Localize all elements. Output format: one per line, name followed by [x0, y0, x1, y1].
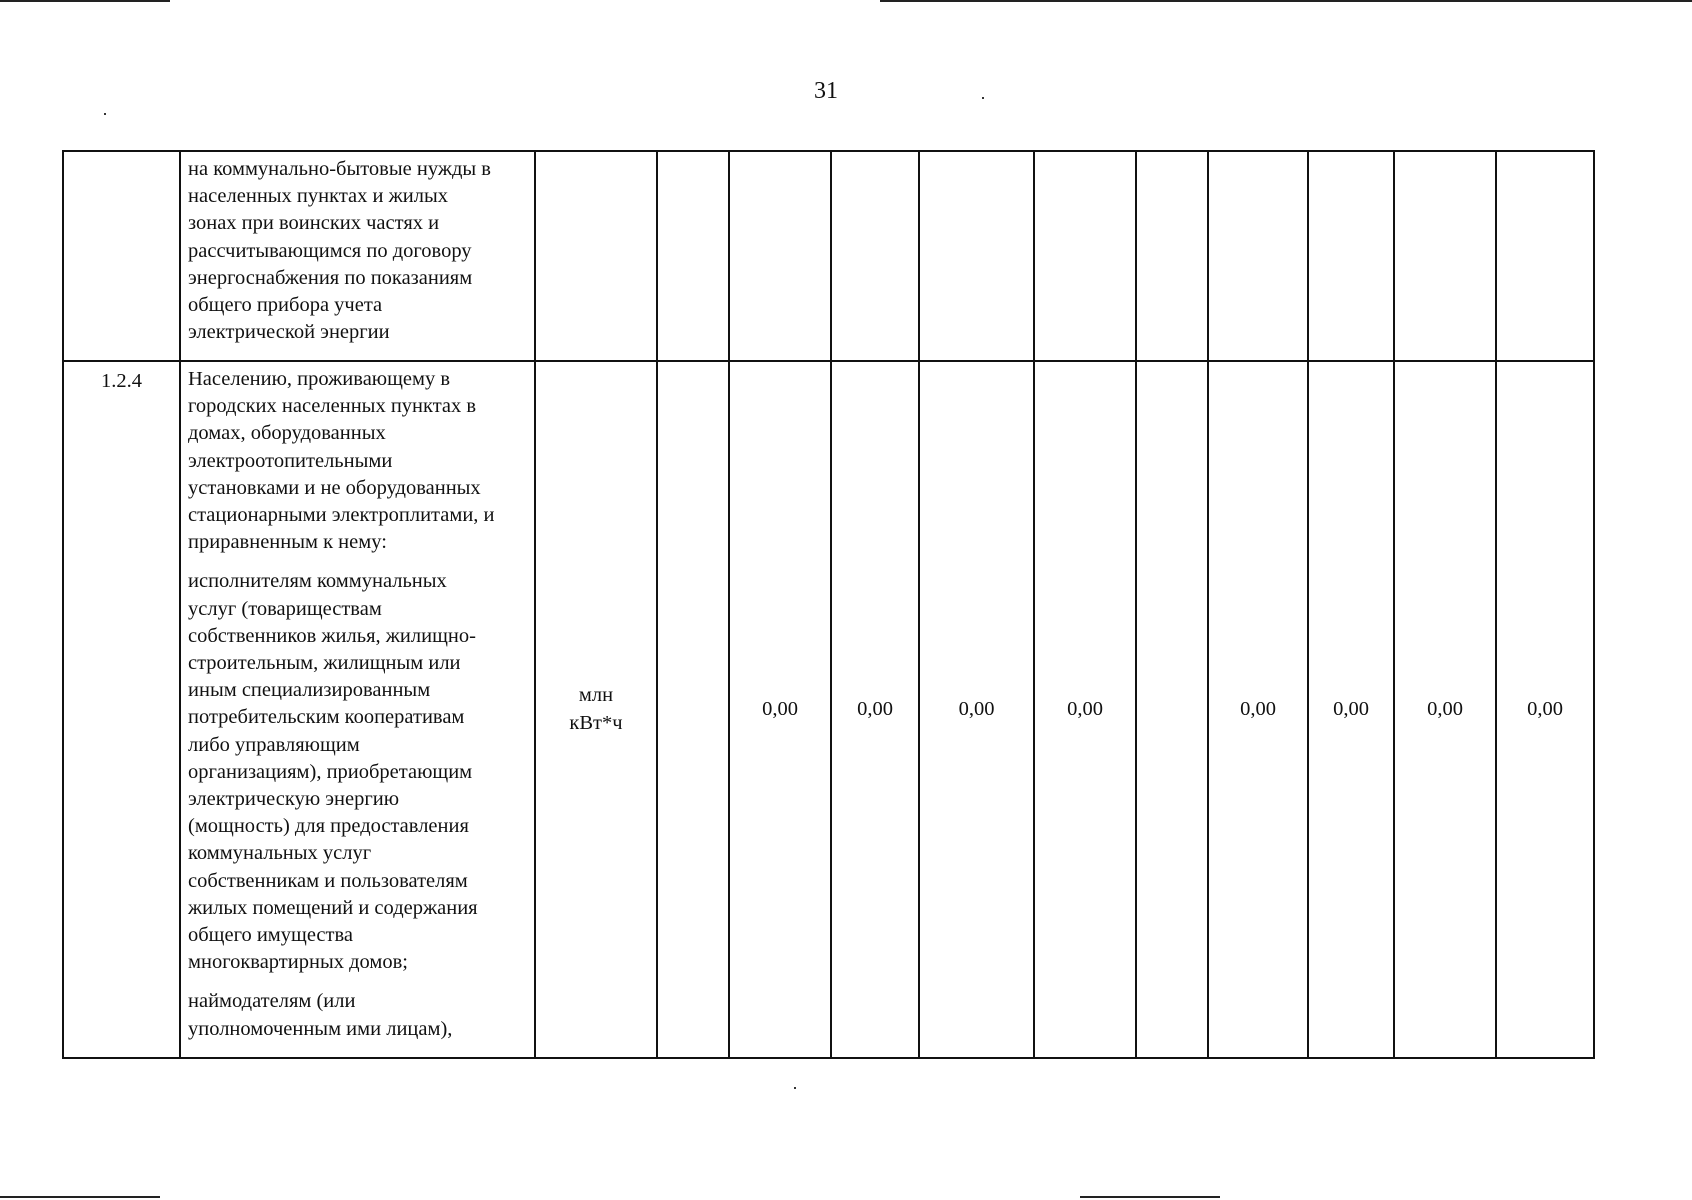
description-line: общего имущества	[188, 924, 353, 947]
value-cell	[657, 361, 729, 1058]
description-line: строительным, жилищным или	[188, 652, 461, 675]
value-cell: 0,00	[1394, 361, 1496, 1058]
description-line: домах, оборудованных	[188, 422, 386, 445]
scan-speck	[104, 113, 106, 115]
description-line: электрической энергии	[188, 321, 390, 344]
value-cell	[1394, 151, 1496, 361]
value-cell	[1136, 151, 1208, 361]
unit-line: млн	[578, 684, 614, 707]
description-paragraph	[188, 988, 528, 1042]
description-paragraph	[188, 366, 528, 556]
scan-artifact-top-right	[880, 0, 1692, 2]
description-line: энергоснабжения по показаниям	[188, 266, 473, 289]
description-paragraph	[188, 156, 528, 346]
scan-artifact-bottom-right	[1080, 1196, 1220, 1198]
value-cell: 0,00	[1308, 361, 1394, 1058]
table-row	[63, 151, 1594, 361]
description-line: уполномоченным ими лицам),	[188, 1017, 453, 1040]
description-line: электрическую энергию	[188, 788, 400, 811]
description-paragraph	[188, 568, 528, 976]
value-cell: 0,00	[1208, 361, 1308, 1058]
value-cell	[729, 151, 831, 361]
value-cell: 0,00	[1496, 361, 1594, 1058]
description-line: либо управляющим	[188, 733, 360, 756]
unit-line: кВт*ч	[569, 711, 623, 734]
row-number-cell: 1.2.4	[63, 361, 180, 1058]
description-line: жилых помещений и содержания	[188, 896, 478, 919]
description-line: коммунальных услуг	[188, 842, 372, 865]
description-line: городских населенных пунктах в	[188, 395, 477, 418]
description-line: населенных пунктах и жилых	[188, 185, 448, 208]
value-cell	[1136, 361, 1208, 1058]
table-row	[63, 361, 1594, 1058]
description-line: (мощность) для предоставления	[188, 815, 469, 838]
description-cell	[180, 151, 535, 361]
row-number-cell	[63, 151, 180, 361]
description-line: зонах при воинских частях и	[188, 212, 440, 235]
value-cell	[1308, 151, 1394, 361]
value-cell: 0,00	[831, 361, 919, 1058]
description-line: установками и не оборудованных	[188, 476, 481, 499]
description-line: услуг (товариществам	[188, 597, 382, 620]
value-cell	[657, 151, 729, 361]
value-cell	[919, 151, 1034, 361]
description-cell	[180, 361, 535, 1058]
value-cell: 0,00	[729, 361, 831, 1058]
description-line: организациям), приобретающим	[188, 760, 473, 783]
scan-speck	[794, 1087, 796, 1089]
description-line: иным специализированным	[188, 679, 431, 702]
scan-artifact-top-left	[0, 0, 170, 2]
description-line: стационарными электроплитами, и	[188, 504, 495, 527]
value-cell	[1208, 151, 1308, 361]
description-line: Населению, проживающему в	[188, 368, 451, 390]
unit-cell	[535, 361, 657, 1058]
value-cell	[1496, 151, 1594, 361]
scan-artifact-bottom-left	[0, 1196, 160, 1198]
description-line: многоквартирных домов;	[188, 951, 408, 974]
page-number: 31	[814, 78, 838, 104]
description-line: собственникам и пользователям	[188, 869, 468, 892]
description-line: общего прибора учета	[188, 294, 383, 317]
value-cell	[1034, 151, 1136, 361]
data-table	[62, 150, 1595, 1059]
description-line: рассчитывающимся по договору	[188, 239, 472, 262]
description-line: наймодателям (или	[188, 990, 356, 1013]
value-cell: 0,00	[919, 361, 1034, 1058]
description-line: исполнителям коммунальных	[188, 570, 447, 593]
unit-cell	[535, 151, 657, 361]
description-line: потребительским кооперативам	[188, 706, 465, 729]
description-line: на коммунально-бытовые нужды в	[188, 158, 491, 180]
value-cell	[831, 151, 919, 361]
value-cell: 0,00	[1034, 361, 1136, 1058]
description-line: приравненным к нему:	[188, 531, 387, 554]
description-line: собственников жилья, жилищно-	[188, 624, 476, 647]
description-line: электроотопительными	[188, 449, 393, 472]
